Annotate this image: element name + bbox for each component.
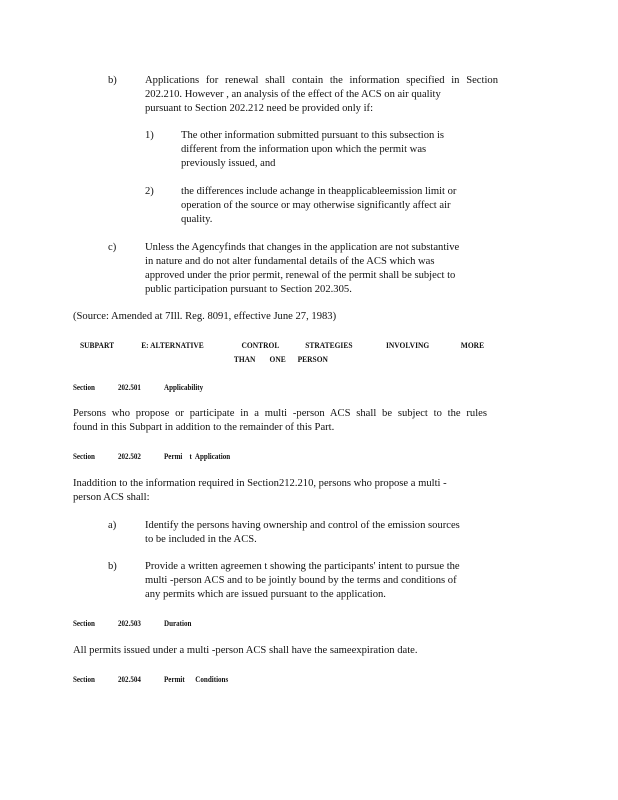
subpart-word: PERSON [297, 354, 328, 364]
section-heading-503 [73, 617, 191, 629]
text-line: to be included in the ACS. [145, 534, 257, 545]
text-line: Persons who propose or participate in a multi -person ACS shall be subject to the rules [73, 408, 487, 419]
text-line: multi -person ACS and to be jointly bound by the terms and conditions of [145, 575, 457, 586]
section-heading-502 [73, 450, 230, 462]
subpart-word: E: ALTERNATIVE [141, 340, 204, 350]
text-line: previously issued, and [181, 158, 276, 169]
text-line: different from the information upon which the permit was [181, 144, 427, 155]
section-word: Section [73, 382, 95, 392]
text-line: approved under the prior permit, renewal of the permit shall be subject to [145, 270, 456, 281]
item-b-agreement-label: b) [108, 561, 117, 572]
text-line: in nature and do not alter fundamental details of the ACS which was [145, 256, 435, 267]
subpart-word: CONTROL [241, 340, 280, 350]
text-line: The other information submitted pursuant to this subsection is [181, 130, 445, 141]
section-word: Section [73, 451, 95, 461]
sub-item-2-label: 2) [145, 186, 154, 197]
section-number: 202.501 [118, 382, 141, 392]
text-line: Inaddition to the information required in Section212.210, persons who propose a multi - [73, 478, 447, 489]
text-line: pursuant to Section 202.212 need be provided only if: [145, 103, 374, 114]
section-title: Permi t Application [164, 451, 231, 461]
item-c-label: c) [108, 242, 117, 253]
source-note: (Source: Amended at 7Ill. Reg. 8091, effective June 27, 1983) [73, 311, 337, 322]
section-word: Section [73, 674, 95, 684]
paragraph-502 [73, 477, 503, 505]
subpart-word: THAN [233, 354, 256, 364]
sub-item-2-text [181, 185, 493, 227]
paragraph-503: All permits issued under a multi -person ACS shall have the sameexpiration date. [73, 645, 418, 656]
subpart-word: MORE [460, 340, 485, 350]
text-line: 202.210. However , an analysis of the effect of the ACS on air quality [145, 89, 441, 100]
text-line: Applications for renewal shall contain the information specified in Section [145, 75, 498, 86]
item-b-agreement-text [145, 560, 500, 602]
subpart-word: STRATEGIES [305, 340, 353, 350]
section-title: Permit Conditions [164, 674, 229, 684]
text-line: Identify the persons having ownership and control of the emission sources [145, 520, 460, 531]
section-heading-501 [73, 381, 203, 393]
text-line: quality. [181, 214, 213, 225]
section-number: 202.503 [118, 618, 141, 628]
subpart-word: SUBPART [80, 340, 115, 350]
item-b-label: b) [108, 75, 117, 86]
text-line: Unless the Agencyfinds that changes in the application are not substantive [145, 242, 460, 253]
text-line: any permits which are issued pursuant to the application. [145, 589, 386, 600]
section-title: Duration [164, 618, 192, 628]
sub-item-1-text [181, 129, 481, 171]
section-word: Section [73, 618, 95, 628]
text-line: Provide a written agreemen t showing the participants' intent to pursue the [145, 561, 460, 572]
text-line: found in this Subpart in addition to the remainder of this Part. [73, 422, 335, 433]
text-line: public participation pursuant to Section 202.305. [145, 284, 352, 295]
paragraph-501 [73, 407, 487, 435]
subpart-heading [80, 339, 522, 367]
section-number: 202.504 [118, 674, 141, 684]
section-number: 202.502 [118, 451, 141, 461]
sub-item-1-label: 1) [145, 130, 154, 141]
text-line: person ACS shall: [73, 492, 150, 503]
text-line: the differences include achange in theapplicableemission limit or [181, 186, 457, 197]
subpart-word: INVOLVING [386, 340, 430, 350]
section-heading-504 [73, 673, 228, 685]
item-b-renewal-text [145, 74, 498, 116]
item-a-text [145, 519, 500, 547]
section-title: Applicability [164, 382, 204, 392]
item-c-text [145, 241, 500, 297]
text-line: operation of the source or may otherwise significantly affect air [181, 200, 451, 211]
subpart-word: ONE [269, 354, 286, 364]
item-a-label: a) [108, 520, 117, 531]
